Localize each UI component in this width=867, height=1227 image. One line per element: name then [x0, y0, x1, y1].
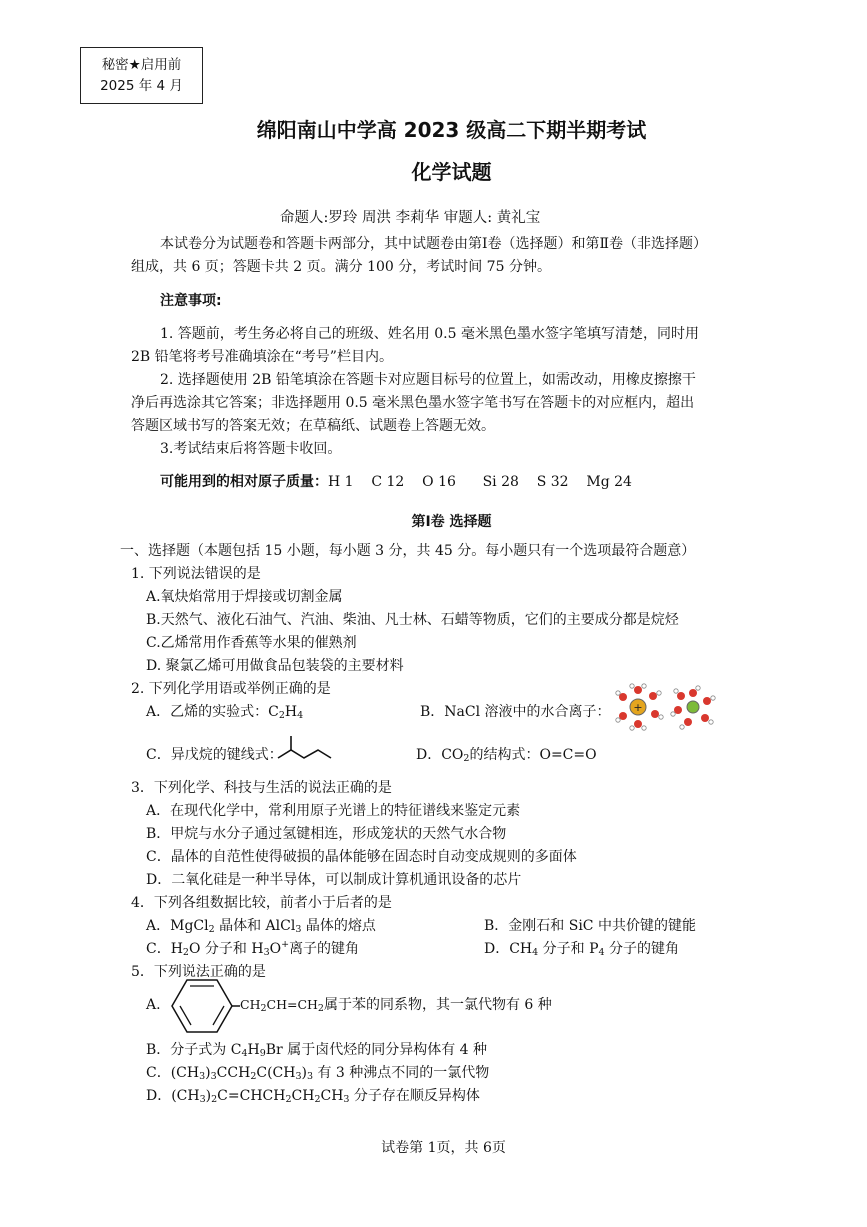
q3-option-c: C．晶体的自范性使得破损的晶体能够在固态时自动变成规则的多面体 [146, 849, 577, 865]
isopentane-skeletal-formula-icon [276, 738, 336, 768]
notice-line-3: 2. 选择题使用 2B 铅笔填涂在答题卡对应题目标号的位置上，如需改动，用橡皮擦擦干 [160, 372, 696, 388]
hydrated-ions-icon [620, 684, 720, 730]
q5-option-a-label: A. [146, 997, 161, 1013]
subject-title: 化学试题 [411, 160, 492, 184]
confidential-label: 秘密★启用前 [101, 57, 182, 73]
q2-option-b: B．NaCl 溶液中的水合离子： [420, 704, 611, 720]
intro-line-1: 本试卷分为试题卷和答题卡两部分，其中试题卷由第Ⅰ卷（选择题）和第Ⅱ卷（非选择题） [160, 236, 708, 252]
notice-line-6: 3.考试结束后将答题卡收回。 [160, 441, 342, 457]
q1-stem: 1. 下列说法错误的是 [131, 566, 261, 582]
atomic-mass-values: H 1 C 12 O 16 Si 28 S 32 Mg 24 [328, 474, 632, 490]
q2-option-c: C．异戊烷的键线式： [146, 747, 283, 763]
section-title: 第Ⅰ卷 选择题 [411, 514, 492, 530]
q3-option-a: A．在现代化学中，常利用原子光谱上的特征谱线来鉴定元素 [146, 803, 521, 819]
exam-date: 2025 年 4 月 [100, 78, 183, 94]
q1-option-d: D. 聚氯乙烯可用做食品包装袋的主要材料 [146, 658, 404, 674]
q4-stem: 4．下列各组数据比较，前者小于后者的是 [131, 895, 392, 911]
q4-option-b: B．金刚石和 SiC 中共价键的键能 [484, 918, 696, 934]
q5-option-c: C．$(CH_3)_3CCH_2C(CH_3)_3$ 有 3 种沸点不同的一氯代物 [146, 1065, 490, 1082]
q5-option-a: $CH_2CH=CH_2$属于苯的同系物，其一氯代物有 6 种 [240, 997, 552, 1014]
q1-option-b: B.天然气、液化石油气、汽油、柴油、凡士林、石蜡等物质，它们的主要成分都是烷烃 [146, 612, 679, 628]
intro-line-2: 组成，共 6 页；答题卡共 2 页。满分 100 分，考试时间 75 分钟。 [131, 259, 551, 275]
q3-stem: 3．下列化学、科技与生活的说法正确的是 [131, 780, 392, 796]
atomic-mass-line [160, 473, 632, 491]
atomic-mass-label: 可能用到的相对原子质量： [160, 474, 328, 490]
authors-line: 命题人:罗玲 周洪 李莉华 审题人: 黄礼宝 [280, 210, 541, 226]
q1-option-c: C.乙烯常用作香蕉等水果的催熟剂 [146, 635, 357, 651]
q4-option-c: C．$H_2O$ 分子和 $H_3O^+$离子的键角 [146, 939, 360, 958]
q4-option-a: A．MgCl$_2$ 晶体和 AlCl$_3$ 晶体的熔点 [146, 918, 376, 935]
part1-heading: 一、选择题（本题包括 15 小题，每小题 3 分，共 45 分。每小题只有一个选项最符合题意） [120, 543, 696, 559]
page-footer: 试卷第 1页，共 6页 [381, 1140, 506, 1156]
q5-stem: 5．下列说法正确的是 [131, 964, 266, 980]
q1-option-a: A.氧炔焰常用于焊接或切割金属 [146, 589, 343, 605]
q5-option-b: B．分子式为 $C_4H_9Br$ 属于卤代烃的同分异构体有 4 种 [146, 1042, 488, 1059]
notice-heading: 注意事项: [160, 293, 222, 309]
q3-option-b: B．甲烷与水分子通过氢键相连，形成笼状的天然气水合物 [146, 826, 507, 842]
q2-stem: 2. 下列化学用语或举例正确的是 [131, 681, 331, 697]
exam-title: 绵阳南山中学高 2023 级高二下期半期考试 [256, 118, 647, 142]
q5-option-d: D．$(CH_3)_2C=CHCH_2CH_2CH_3$ 分子存在顺反异构体 [146, 1088, 480, 1105]
q2-option-a: A．乙烯的实验式：$C_2H_4$ [146, 704, 304, 721]
q4-option-d: D．$CH_4$ 分子和 $P_4$ 分子的键角 [484, 941, 680, 958]
benzene-ring-icon [170, 978, 240, 1034]
svg-text:+: + [633, 701, 643, 714]
notice-line-2: 2B 铅笔将考号准确填涂在“考号”栏目内。 [131, 349, 393, 365]
confidential-stamp [80, 47, 203, 104]
notice-line-4: 净后再选涂其它答案；非选择题用 0.5 毫米黑色墨水签字笔书写在答题卡的对应框内，超出 [131, 395, 695, 411]
notice-line-5: 答题区域书写的答案无效；在草稿纸、试题卷上答题无效。 [131, 418, 495, 434]
notice-line-1: 1. 答题前，考生务必将自己的班级、姓名用 0.5 毫米黑色墨水签字笔填写清楚，同时用 [160, 326, 699, 342]
q2-option-d: D．$CO_2$的结构式：O=C=O [416, 747, 597, 764]
q3-option-d: D．二氧化硅是一种半导体，可以制成计算机通讯设备的芯片 [146, 872, 522, 888]
